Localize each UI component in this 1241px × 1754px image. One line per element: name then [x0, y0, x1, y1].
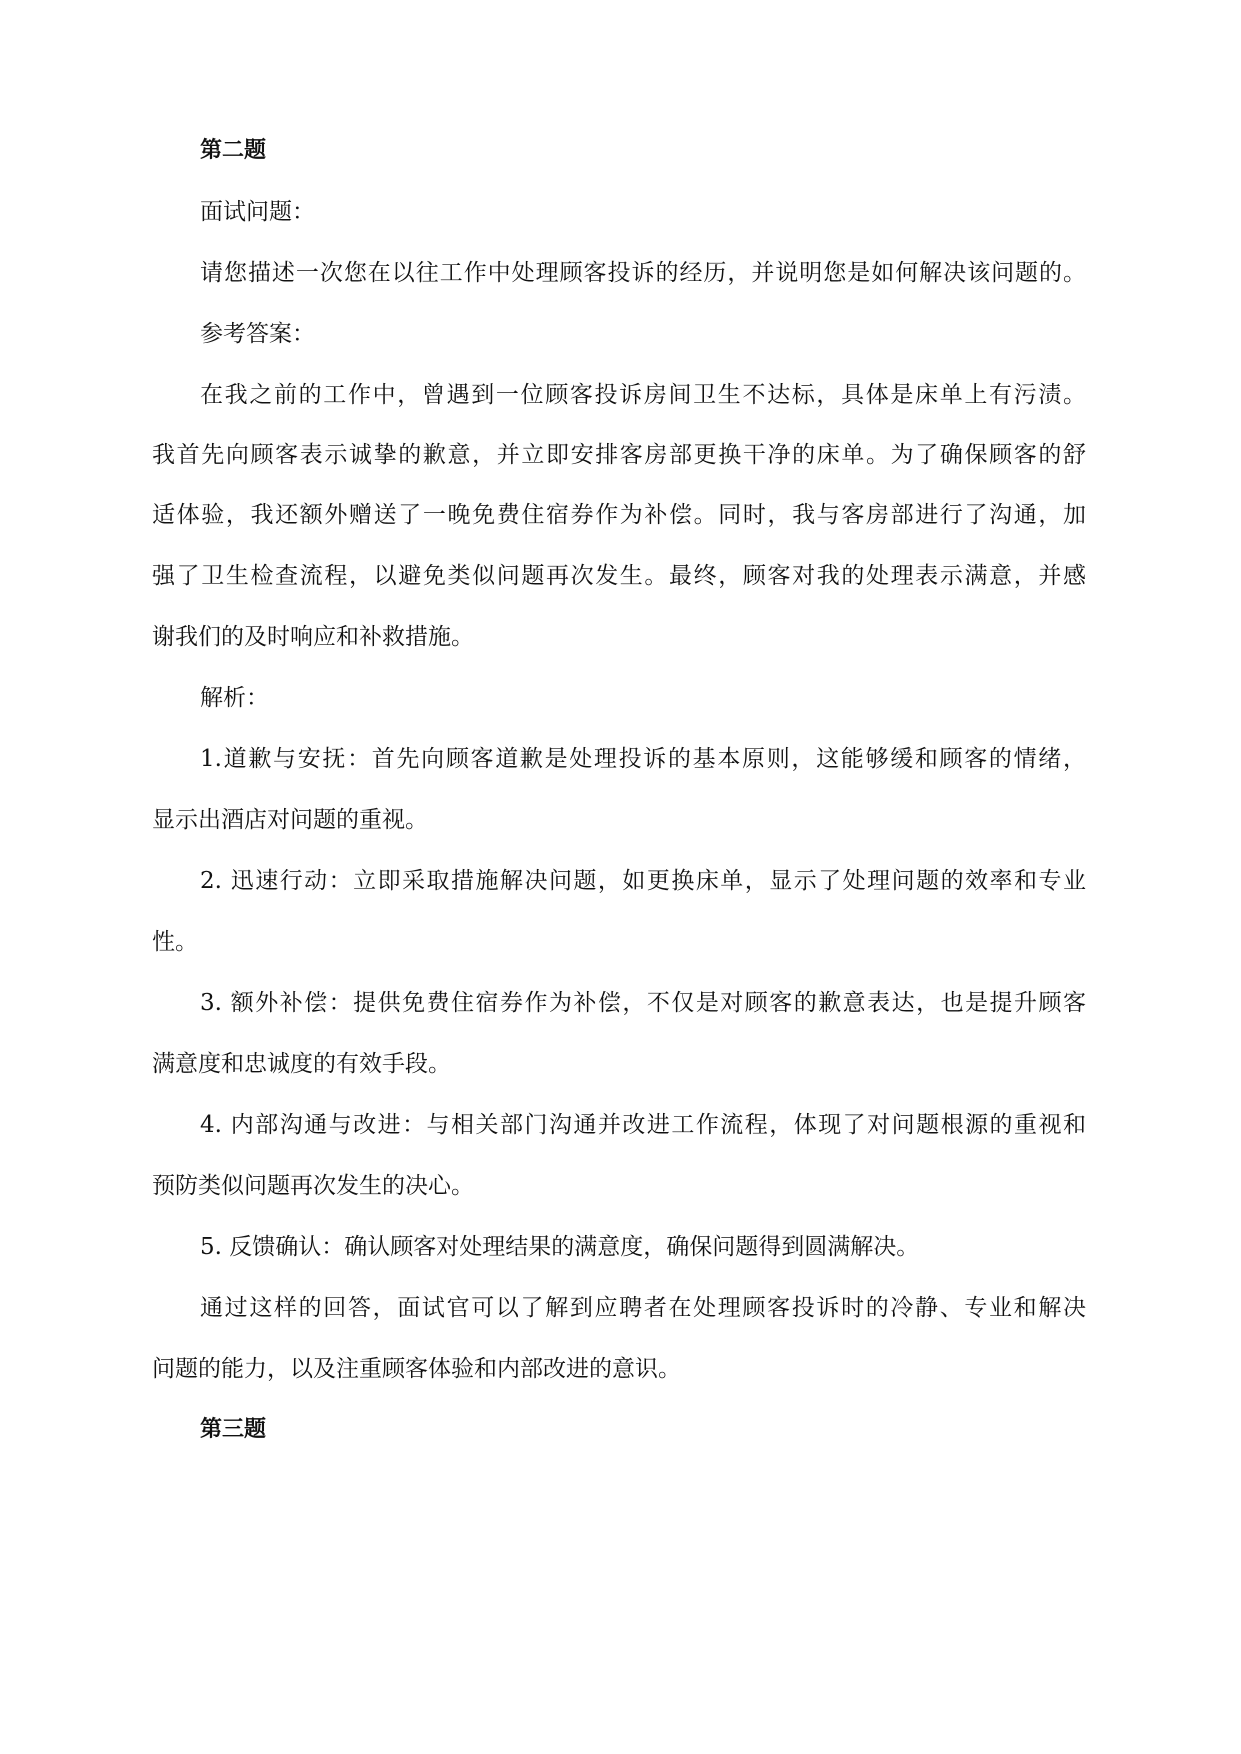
analysis-point-1-cont: 显示出酒店对问题的重视。	[152, 807, 428, 833]
conclusion-line-2: 问题的能力，以及注重顾客体验和内部改进的意识。	[152, 1356, 681, 1382]
analysis-label: 解析：	[200, 685, 269, 711]
analysis-point-5: 5. 反馈确认：确认顾客对处理结果的满意度，确保问题得到圆满解决。	[200, 1234, 920, 1260]
section-title-2: 第二题	[200, 138, 267, 163]
question-label: 面试问题：	[200, 199, 315, 225]
answer-line-1: 在我之前的工作中，曾遇到一位顾客投诉房间卫生不达标，具体是床单上有污渍。	[200, 382, 1086, 408]
analysis-point-3-cont: 满意度和忠诚度的有效手段。	[152, 1051, 451, 1077]
answer-line-2: 我首先向顾客表示诚挚的歉意，并立即安排客房部更换干净的床单。为了确保顾客的舒	[152, 442, 1086, 468]
analysis-point-4-cont: 预防类似问题再次发生的决心。	[152, 1173, 474, 1199]
answer-line-4: 强了卫生检查流程，以避免类似问题再次发生。最终，顾客对我的处理表示满意，并感	[152, 563, 1086, 589]
answer-line-5: 谢我们的及时响应和补救措施。	[152, 624, 474, 650]
section-title-3: 第三题	[200, 1417, 267, 1442]
analysis-point-4: 4. 内部沟通与改进：与相关部门沟通并改进工作流程，体现了对问题根源的重视和	[200, 1112, 1086, 1138]
question-text: 请您描述一次您在以往工作中处理顾客投诉的经历，并说明您是如何解决该问题的。	[200, 260, 1086, 286]
conclusion-line-1: 通过这样的回答，面试官可以了解到应聘者在处理顾客投诉时的冷静、专业和解决	[200, 1295, 1086, 1321]
answer-line-3: 适体验，我还额外赠送了一晚免费住宿券作为补偿。同时，我与客房部进行了沟通，加	[152, 502, 1086, 528]
answer-label: 参考答案：	[200, 321, 315, 347]
analysis-point-3: 3. 额外补偿：提供免费住宿券作为补偿，不仅是对顾客的歉意表达，也是提升顾客	[200, 990, 1086, 1016]
analysis-point-2: 2. 迅速行动：立即采取措施解决问题，如更换床单，显示了处理问题的效率和专业	[200, 868, 1086, 894]
analysis-point-1: 1.道歉与安抚：首先向顾客道歉是处理投诉的基本原则，这能够缓和顾客的情绪，	[200, 746, 1086, 772]
analysis-point-2-cont: 性。	[152, 929, 198, 955]
